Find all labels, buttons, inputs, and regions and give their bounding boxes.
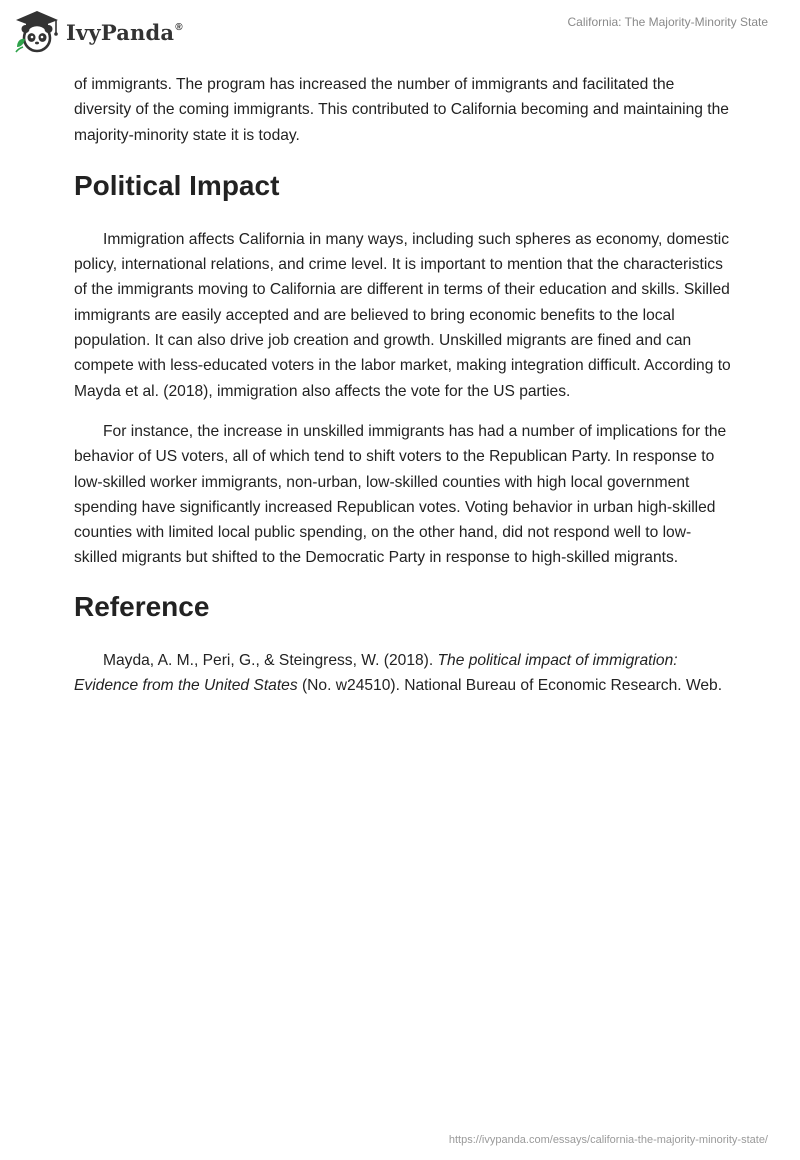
panda-graduate-icon bbox=[14, 9, 60, 55]
reference-details: (No. w24510). National Bureau of Economic Research. Web. bbox=[297, 677, 723, 695]
document-title: California: The Majority-Minority State bbox=[567, 15, 768, 29]
political-impact-heading: Political Impact bbox=[74, 169, 280, 201]
reference-authors: Mayda, A. M., Peri, G., & Steingress, W. (2018). bbox=[103, 651, 438, 669]
reference-title: The political impact of immigration: Evidence from the United States bbox=[74, 651, 678, 695]
political-impact-paragraph: For instance, the increase in unskilled immigrants has had a number of implications for the behavior of US voters, all of which tend to shift voters to the Republican Party. In response to low-skilled worker immigrants, non-urban, low-skilled counties with high local government spending have significantly increased Republican votes. Voting behavior in urban high-skilled counties with limited local public spending, on the other hand, did not respond well to low-skilled migrants but shifted to the Democratic Party in response to high-skilled migrants. bbox=[74, 422, 727, 567]
page-header bbox=[0, 0, 800, 64]
intro-paragraph: of immigrants. The program has increased the number of immigrants and facilitated the diversity of the coming immigrants. This contributed to California becoming and maintaining the majority-minority state it is today. bbox=[74, 76, 729, 144]
essay-body bbox=[74, 72, 734, 698]
reference-entry bbox=[74, 648, 734, 699]
logo-wordmark: IvyPanda® bbox=[66, 19, 183, 45]
source-url[interactable]: https://ivypanda.com/essays/california-the-majority-minority-state/ bbox=[448, 1134, 768, 1146]
reference-heading: Reference bbox=[74, 590, 210, 622]
political-impact-paragraph: Immigration affects California in many ways, including such spheres as economy, domestic policy, international relations, and crime level. It is important to mention that the characteristics of the immigrants moving to California are different in terms of their education and skills. Skilled immigrants are easily accepted and are believed to bring economic benefits to the local population. It can also drive job creation and growth. Unskilled migrants are fined and can compete with less-educated voters in the labor market, making integration difficult. According to Mayda et al. (2018), immigration also affects the vote for the US parties. bbox=[74, 230, 731, 400]
ivypanda-logo[interactable] bbox=[14, 8, 183, 56]
